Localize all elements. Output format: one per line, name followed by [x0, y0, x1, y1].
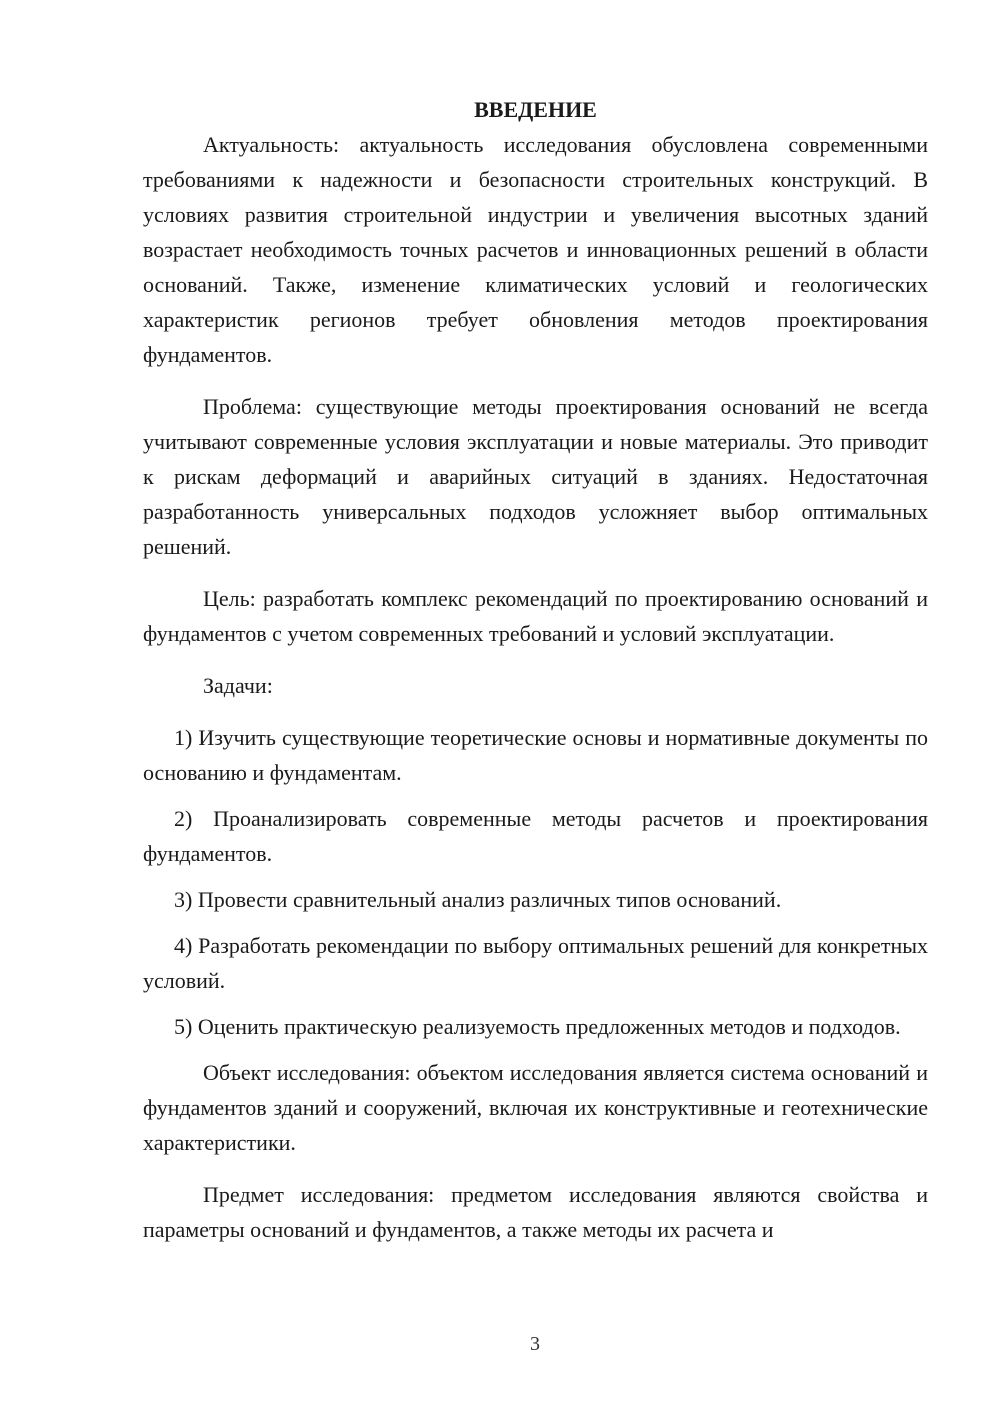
page-number: 3	[530, 1333, 540, 1355]
document-page	[143, 92, 928, 1264]
goal-paragraph: Цель: разработать комплекс рекомендаций по проектированию оснований и фундаментов с учетом современных требований и условий эксплуатации.	[143, 586, 928, 646]
page-title: ВВЕДЕНИЕ	[474, 97, 597, 122]
list-item: 3) Провести сравнительный анализ различных типов оснований.	[174, 887, 782, 912]
list-item: 2) Проанализировать современные методы расчетов и проектирования фундаментов.	[143, 806, 928, 866]
tasks-label: Задачи:	[203, 673, 273, 698]
problem-paragraph: Проблема: существующие методы проектирования оснований не всегда учитывают современные условия эксплуатации и новые материалы. Это приводит к рискам деформаций и аварийных ситуаций в зданиях. Недостаточная разработанность универсальных подходов усложняет выбор оптимальных решений.	[143, 394, 928, 559]
list-item: 4) Разработать рекомендации по выбору оптимальных решений для конкретных условий.	[143, 933, 928, 993]
subject-paragraph: Предмет исследования: предметом исследования являются свойства и параметры оснований и фундаментов, а также методы их расчета и	[143, 1182, 928, 1242]
list-item: 1) Изучить существующие теоретические основы и нормативные документы по основанию и фундаментам.	[143, 725, 928, 785]
object-paragraph: Объект исследования: объектом исследования является система оснований и фундаментов зданий и сооружений, включая их конструктивные и геотехнические характеристики.	[143, 1060, 928, 1155]
relevance-paragraph: Актуальность: актуальность исследования обусловлена современными требованиями к надежности и безопасности строительных конструкций. В условиях развития строительной индустрии и увеличения высотных зданий возрастает необходимость точных расчетов и инновационных решений в области оснований. Также, изменение климатических условий и геологических характеристик регионов требует обновления методов проектирования фундаментов.	[143, 132, 928, 367]
list-item: 5) Оценить практическую реализуемость предложенных методов и подходов.	[174, 1014, 901, 1039]
tasks-list	[143, 720, 928, 1044]
